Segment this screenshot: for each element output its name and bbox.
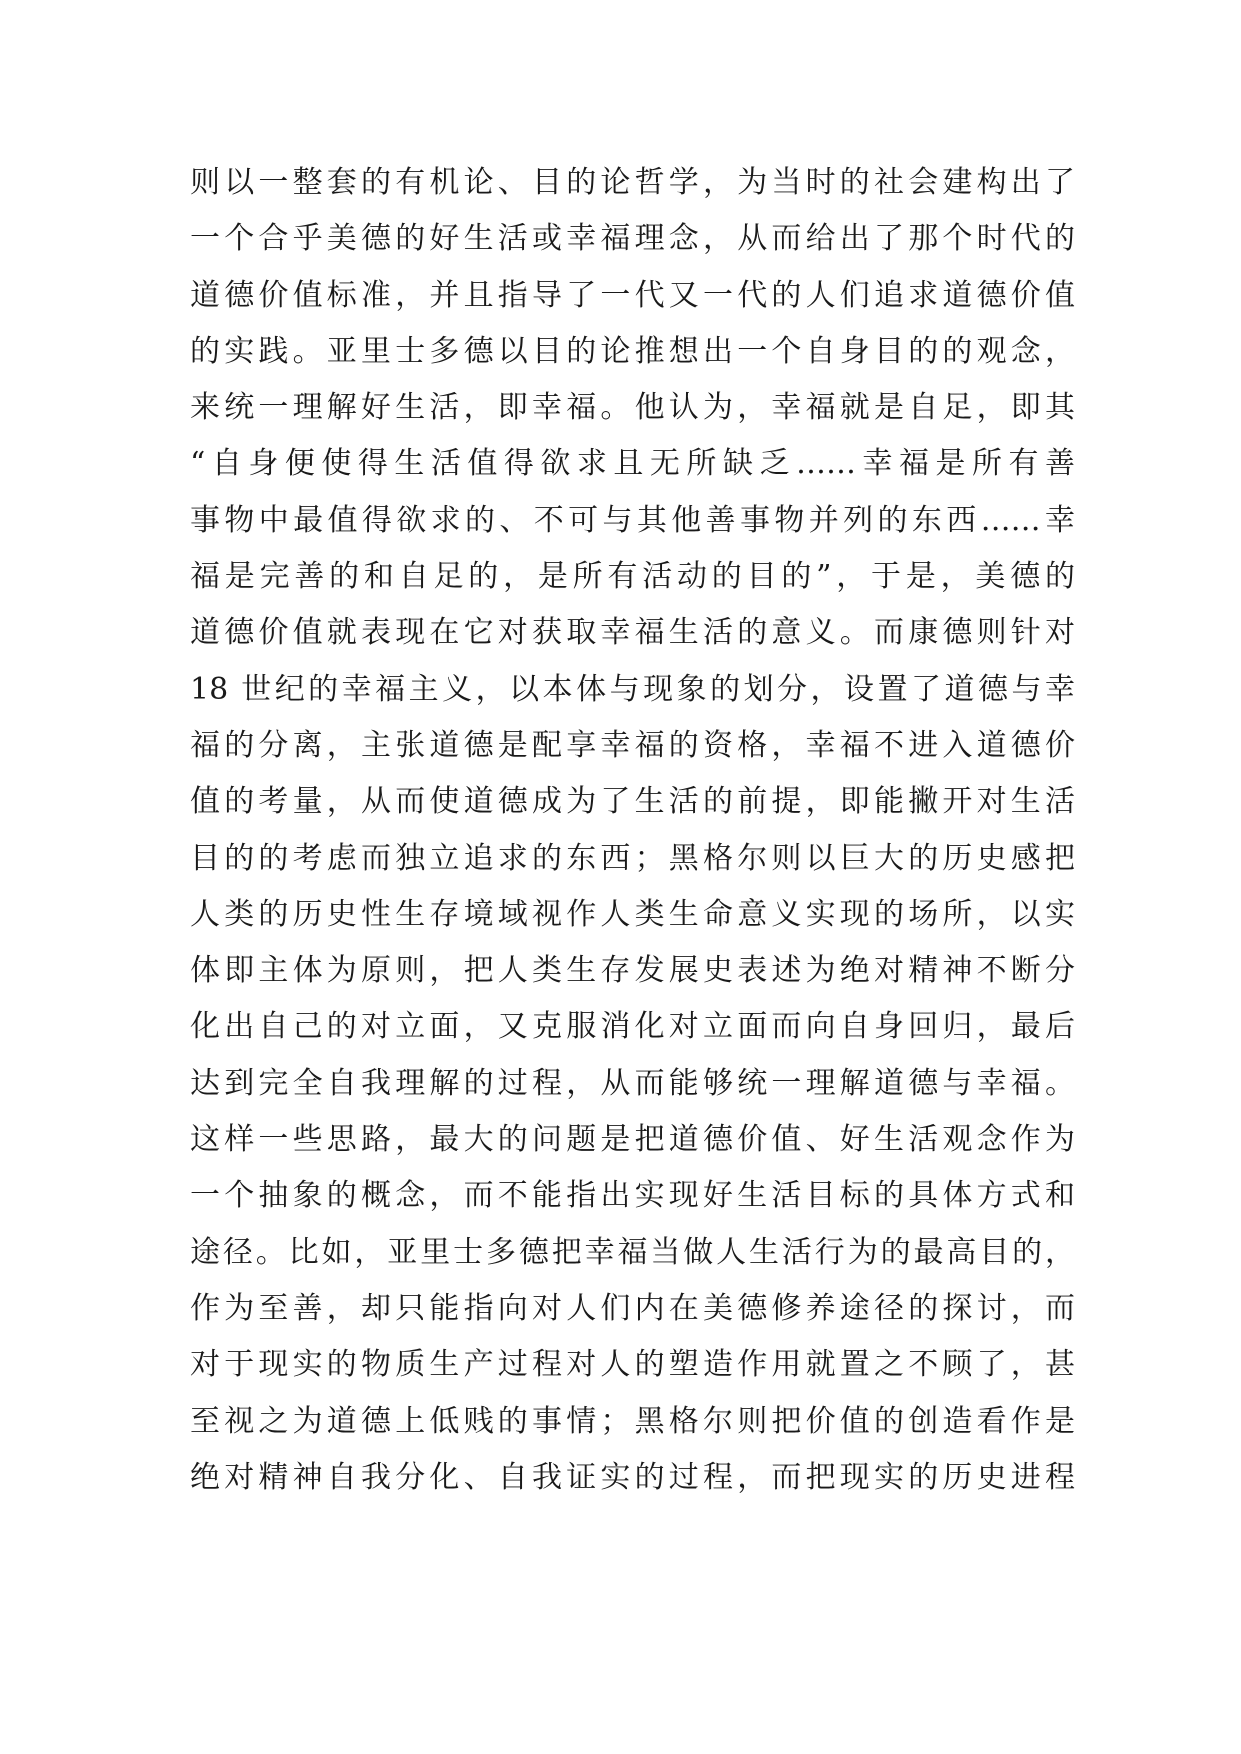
text-line-16: 化出自己的对立面，又克服消化对立面而向自身回归，最后 <box>190 1009 1075 1045</box>
text-line-4: 的实践。亚里士多德以目的论推想出一个自身目的的观念， <box>190 333 1075 369</box>
text-line-13: 目的的考虑而独立追求的东西；黑格尔则以巨大的历史感把 <box>190 840 1075 876</box>
text-line-10: 18 世纪的幸福主义，以本体与现象的划分，设置了道德与幸 <box>190 671 1075 707</box>
text-line-23: 至视之为道德上低贱的事情；黑格尔则把价值的创造看作是 <box>190 1403 1075 1439</box>
text-line-19: 一个抽象的概念，而不能指出实现好生活目标的具体方式和 <box>190 1178 1075 1214</box>
text-line-9: 道德价值就表现在它对获取幸福生活的意义。而康德则针对 <box>190 615 1075 651</box>
text-line-18: 这样一些思路，最大的问题是把道德价值、好生活观念作为 <box>190 1122 1075 1158</box>
text-line-5: 来统一理解好生活，即幸福。他认为，幸福就是自足，即其 <box>190 390 1075 426</box>
text-line-2: 一个合乎美德的好生活或幸福理念，从而给出了那个时代的 <box>190 221 1075 257</box>
text-line-17: 达到完全自我理解的过程，从而能够统一理解道德与幸福。 <box>190 1065 1075 1101</box>
body-paragraph <box>190 155 1075 1506</box>
text-line-20: 途径。比如，亚里士多德把幸福当做人生活行为的最高目的， <box>190 1234 1075 1270</box>
text-line-14: 人类的历史性生存境域视作人类生命意义实现的场所，以实 <box>190 896 1075 932</box>
text-line-24: 绝对精神自我分化、自我证实的过程，而把现实的历史进程 <box>190 1459 1075 1495</box>
text-line-22: 对于现实的物质生产过程对人的塑造作用就置之不顾了，甚 <box>190 1347 1075 1383</box>
text-line-8: 福是完善的和自足的，是所有活动的目的”，于是，美德的 <box>190 559 1075 595</box>
text-line-15: 体即主体为原则，把人类生存发展史表述为绝对精神不断分 <box>190 953 1075 989</box>
text-line-6: “自身便使得生活值得欲求且无所缺乏……幸福是所有善 <box>190 446 1075 482</box>
text-line-21: 作为至善，却只能指向对人们内在美德修养途径的探讨，而 <box>190 1290 1075 1326</box>
text-line-1: 则以一整套的有机论、目的论哲学，为当时的社会建构出了 <box>190 165 1075 200</box>
text-line-11: 福的分离，主张道德是配享幸福的资格，幸福不进入道德价 <box>190 727 1075 763</box>
text-line-7: 事物中最值得欲求的、不可与其他善事物并列的东西……幸 <box>190 502 1075 538</box>
text-line-12: 值的考量，从而使道德成为了生活的前提，即能撇开对生活 <box>190 784 1075 820</box>
text-line-3: 道德价值标准，并且指导了一代又一代的人们追求道德价值 <box>190 277 1075 313</box>
